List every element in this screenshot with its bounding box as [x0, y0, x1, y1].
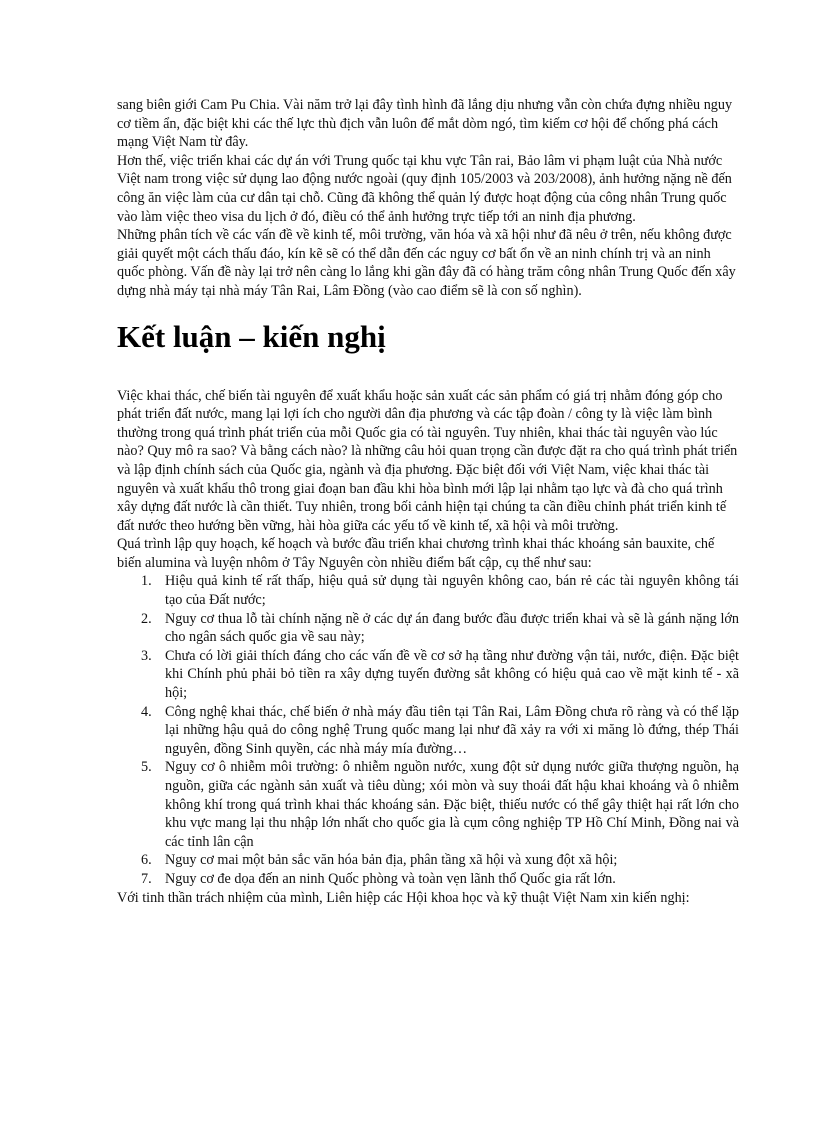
- list-item-number: 7.: [141, 870, 152, 887]
- list-item-number: 5.: [141, 759, 152, 776]
- list-item-text: Chưa có lời giải thích đáng cho các vấn đề về cơ sở hạ tầng như đường vận tải, nước, điện. Đặc biệt khi Chính phủ phải bỏ tiền ra xây dựng tuyến đường sắt không có hiệu quả cao về mặt kinh tế - xã hội;: [165, 647, 739, 702]
- intro-paragraph-2: Hơn thế, việc triển khai các dự án với Trung quốc tại khu vực Tân rai, Bảo lâm vi phạm luật của Nhà nước Việt nam trong việc sử dụng lao động nước ngoài (quy định 105/2003 và 203/2008), ảnh hưởng nặng nề đến công ăn việc làm của cư dân tại chỗ. Cũng đã không thể quản lý được hoạt động của công nhân Trung quốc vào làm việc theo visa du lịch ở đó, điều có thể ảnh hưởng trực tiếp tới an ninh địa phương.: [117, 152, 732, 225]
- list-item-number: 3.: [141, 647, 152, 664]
- document-page: [117, 96, 739, 907]
- section-heading: Kết luận – kiến nghị: [117, 318, 386, 354]
- list-item: [117, 572, 739, 609]
- list-item: [117, 870, 739, 889]
- list-item: [117, 851, 739, 870]
- list-item-text: Nguy cơ mai một bản sắc văn hóa bản địa, phân tầng xã hội và xung đột xã hội;: [165, 852, 618, 869]
- conclusion-paragraph-2: Quá trình lập quy hoạch, kế hoạch và bước đầu triển khai chương trình khai thác khoáng sản bauxite, chế biến alumina và luyện nhôm ở Tây Nguyên còn nhiều điểm bất cập, cụ thể như sau:: [117, 536, 715, 571]
- intro-paragraph-3: Những phân tích về các vấn đề về kinh tế, môi trường, văn hóa và xã hội như đã nêu ở trên, nếu không được giải quyết một cách thấu đáo, kín kẽ sẽ có thể dẫn đến các nguy cơ bất ổn về an ninh chính trị và an ninh quốc phòng. Vấn đề này lại trở nên càng lo lắng khi gần đây đã có hàng trăm công nhân Trung Quốc đến xây dựng nhà máy tại nhà máy Tân Rai, Lâm Đồng (vào cao điểm sẽ là con số nghìn).: [117, 227, 736, 299]
- list-item-number: 4.: [141, 703, 152, 720]
- list-item-text: Nguy cơ ô nhiễm môi trường: ô nhiễm nguồn nước, xung đột sử dụng nước giữa thượng nguồn, hạ nguồn, giữa các ngành sản xuất và tiêu dùng; xói mòn và suy thoái đất hậu khai khoáng và ô nhiễm không khí trong quá trình khai thác khoáng sản. Đặc biệt, thiếu nước có thể gây thiệt hại rất lớn cho khu vực mang lại thu nhập lớn nhất cho quốc gia là cụm công nghiệp TP Hồ Chí Minh, Đồng nai và các tỉnh lân cận: [165, 759, 739, 850]
- intro-paragraph-1: sang biên giới Cam Pu Chia. Vài năm trở lại đây tình hình đã lắng dịu nhưng vẫn còn chứa đựng nhiều nguy cơ tiềm ẩn, đặc biệt khi các thế lực thù địch vẫn luôn để mắt dòm ngó, tìm kiếm cơ hội để chống phá cách mạng Việt Nam từ đây.: [117, 97, 733, 151]
- list-item-text: Nguy cơ đe dọa đến an ninh Quốc phòng và toàn vẹn lãnh thổ Quốc gia rất lớn.: [165, 870, 616, 887]
- list-item-text: Công nghệ khai thác, chế biến ở nhà máy đầu tiên tại Tân Rai, Lâm Đồng chưa rõ ràng và có thể lặp lại những hậu quả do công nghệ Trung quốc mang lại như đã xảy ra với xi măng lò đứng, thép Thái nguyên, đồng Sinh quyền, các nhà máy mía đường…: [165, 703, 739, 757]
- list-item: [117, 610, 739, 647]
- conclusion-paragraph-1: Việc khai thác, chế biến tài nguyên để xuất khẩu hoặc sản xuất các sản phẩm có giá trị nhằm đóng góp cho phát triển đất nước, mang lại lợi ích cho người dân địa phương và các tập đoàn / công ty là việc làm bình thường trong quá trình phát triển của mỗi Quốc gia có tài nguyên. Tuy nhiên, khai thác tài nguyên vào lúc nào? Quy mô ra sao? Và bằng cách nào? là những câu hỏi quan trọng cần được đặt ra cho quá trình phát triển và lập định chính sách của Quốc gia, ngành và địa phương. Đặc biệt đối với Việt Nam, việc khai thác tài nguyên và xuất khẩu thô trong giai đoạn ban đầu khi hòa bình mới lập lại nhằm tạo lực và đà cho quá trình xây dựng đất nước là cần thiết. Tuy nhiên, trong bối cảnh hiện tại chúng ta cần điều chỉnh phát triển kinh tế đất nước theo hướng bền vững, hài hòa giữa các yếu tố về kinh tế, xã hội và môi trường.: [117, 387, 738, 534]
- list-item: [117, 703, 739, 759]
- list-item-text: Hiệu quả kinh tế rất thấp, hiệu quả sử dụng tài nguyên không cao, bán rẻ các tài nguyên không tái tạo của Đất nước;: [165, 573, 739, 609]
- list-item-number: 6.: [141, 852, 152, 869]
- list-item-text: Nguy cơ thua lỗ tài chính nặng nề ở các dự án đang bước đầu được triển khai và sẽ là gánh nặng lớn cho ngân sách quốc gia về sau này;: [165, 610, 739, 646]
- closing-paragraph: Với tinh thần trách nhiệm của mình, Liên hiệp các Hội khoa học và kỹ thuật Việt Nam xin kiến nghị:: [117, 889, 690, 906]
- list-item-number: 1.: [141, 573, 152, 590]
- list-item: [117, 647, 739, 703]
- list-item: [117, 758, 739, 851]
- issues-list: [117, 572, 739, 888]
- list-item-number: 2.: [141, 610, 152, 627]
